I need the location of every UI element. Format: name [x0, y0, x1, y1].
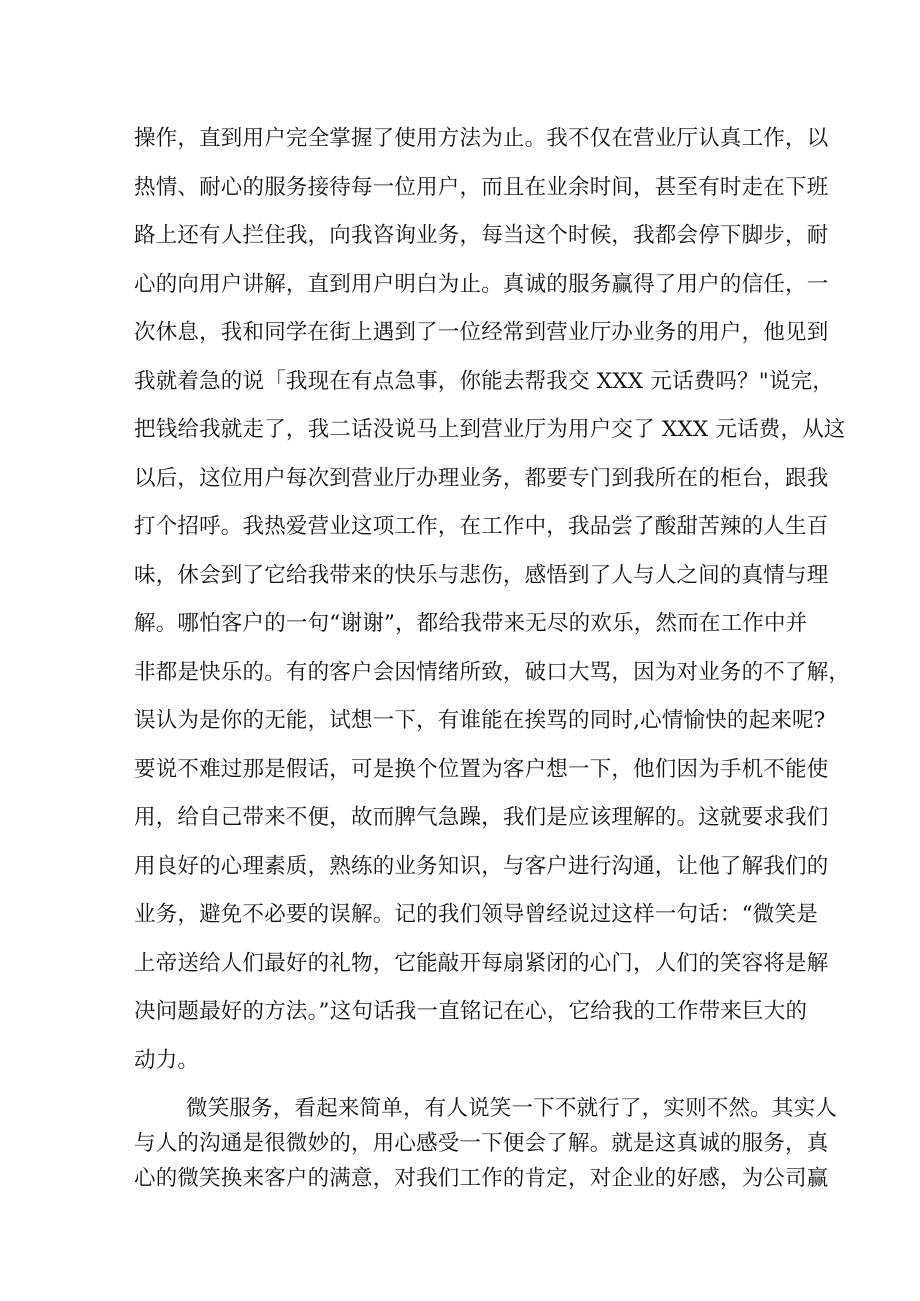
- text-line: 与人的沟通是很微妙的，用心感受一下便会了解。就是这真诚的服务，真: [134, 1131, 829, 1156]
- text-line: 误认为是你的无能，试想一下，有谁能在挨骂的同时,心情愉快的起来呢?: [134, 708, 826, 733]
- text-line: 路上还有人拦住我，向我咨询业务，每当这个时候，我都会停下脚步，耐: [134, 223, 829, 248]
- text-line: 解。哪怕客户的一句“谢谢”，都给我带来无尽的欢乐，然而在工作中并: [134, 611, 808, 636]
- paragraph-1: [134, 122, 851, 1092]
- text-line: 次休息，我和同学在街上遇到了一位经常到营业厅办业务的用户，他见到: [134, 320, 829, 345]
- text-line: 味，休会到了它给我带来的快乐与悲伤，感悟到了人与人之间的真情与理: [134, 562, 829, 588]
- text-line: 用良好的心理素质，熟练的业务知识，与客户进行沟通，让他了解我们的: [134, 853, 829, 879]
- text-line: 操作，直到用户完全掌握了使用方法为止。我不仅在营业厅认真工作，以: [134, 126, 829, 151]
- text-line: 打个招呼。我热爱营业这项工作，在工作中，我品尝了酸甜苦辣的人生百: [134, 514, 829, 539]
- text-line: 要说不难过那是假话，可是换个位置为客户想一下，他们因为手机不能使: [134, 756, 829, 782]
- paragraph-2: [134, 1092, 838, 1197]
- text-line: 心的向用户讲解，直到用户明白为止。真诚的服务赢得了用户的信任，一: [134, 271, 829, 297]
- text-line: 上帝送给人们最好的礼物，它能敲开每扇紧闭的心门，人们的笑容将是解: [134, 950, 829, 976]
- text-line: 非都是快乐的。有的客户会因情绪所致，破口大骂，因为对业务的不了解，: [134, 659, 851, 685]
- text-line: 把钱给我就走了，我二话没说马上到营业厅为用户交了 XXX 元话费，从这: [134, 417, 846, 442]
- text-line: 热情、耐心的服务接待每一位用户，而且在业余时间，甚至有时走在下班: [134, 174, 829, 200]
- text-line: 我就着急的说「我现在有点急事，你能去帮我交 XXX 元话费吗？"说完，: [134, 368, 834, 394]
- text-line: 以后，这位用户每次到营业厅办理业务，都要专门到我所在的柜台，跟我: [134, 465, 829, 491]
- text-line: 决问题最好的方法。”这句话我一直铭记在心，它给我的工作带来巨大的: [134, 999, 808, 1024]
- text-line: 业务，避免不必要的误解。记的我们领导曾经说过这样一句话：“微笑是: [134, 902, 818, 927]
- text-line: 动力。: [134, 1047, 200, 1073]
- text-line: 用，给自己带来不便，故而脾气急躁，我们是应该理解的。这就要求我们: [134, 805, 829, 830]
- text-line: 心的微笑换来客户的满意，对我们工作的肯定，对企业的好感，为公司赢: [134, 1166, 829, 1191]
- text-line: 微笑服务，看起来简单，有人说笑一下不就行了，实则不然。其实人: [186, 1096, 838, 1121]
